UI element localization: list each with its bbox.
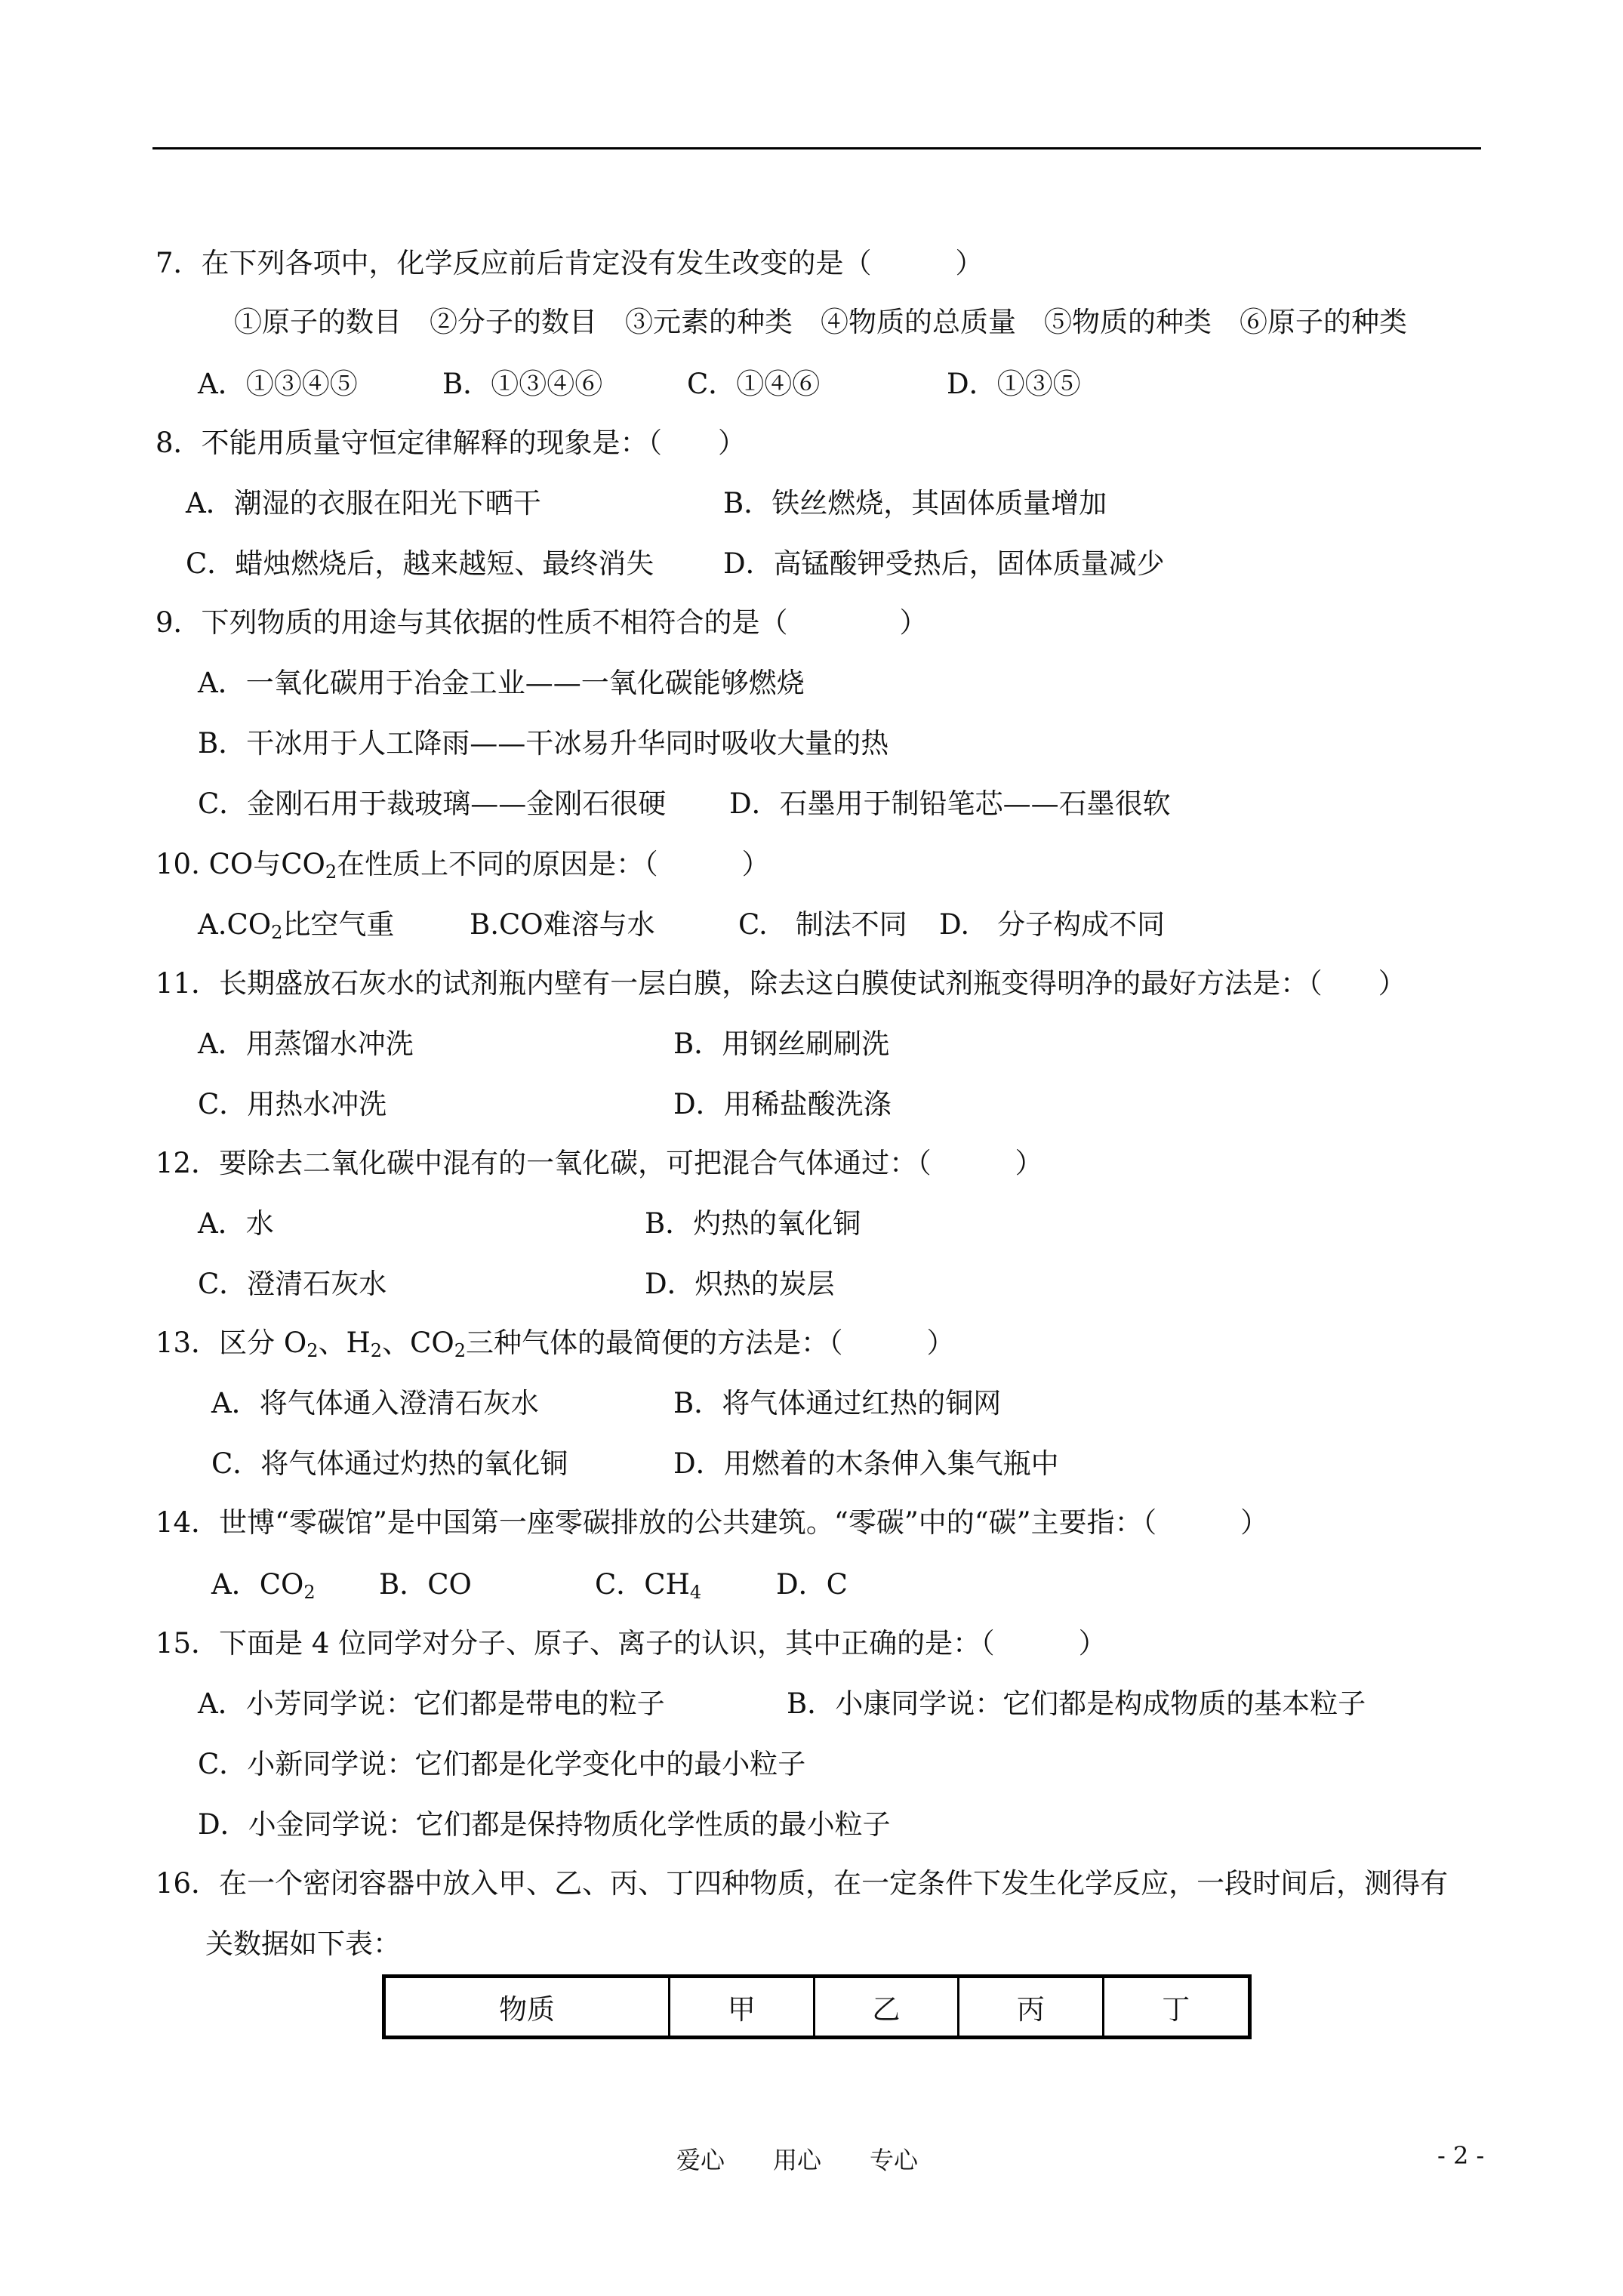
q7-option-a: A．①③④⑤ xyxy=(198,368,358,400)
q11-option-b: B．用钢丝刷刷洗 xyxy=(673,1028,890,1060)
q12-stem: 12．要除去二氧化碳中混有的一氧化碳，可把混合气体通过：（ ） xyxy=(156,1147,1043,1179)
q16-stem-cont: 关数据如下表： xyxy=(205,1928,401,1960)
q10-option-d: D. 分子构成不同 xyxy=(939,908,1166,941)
q11-stem: 11．长期盛放石灰水的试剂瓶内壁有一层白膜，除去这白膜使试剂瓶变得明净的最好方法是：（ ） xyxy=(156,967,1406,1000)
q11-option-a: A．用蒸馏水冲洗 xyxy=(198,1028,414,1060)
q11-option-c: C．用热水冲洗 xyxy=(198,1088,387,1120)
q14-option-b: B．CO xyxy=(379,1568,472,1601)
q14-option-d: D．C xyxy=(776,1568,848,1601)
page-number: - 2 - xyxy=(1437,2141,1485,2170)
q14-stem: 14．世博“零碳馆”是中国第一座零碳排放的公共建筑。“零碳”中的“碳”主要指：（ ） xyxy=(156,1506,1269,1539)
q13-option-a: A．将气体通入澄清石灰水 xyxy=(211,1387,539,1419)
q15-option-b: B．小康同学说：它们都是构成物质的基本粒子 xyxy=(787,1687,1366,1720)
q16-stem: 16．在一个密闭容器中放入甲、乙、丙、丁四种物质，在一定条件下发生化学反应，一段时间后，测得有 xyxy=(156,1867,1449,1900)
q7-option-c: C．①④⑥ xyxy=(687,368,821,400)
q10-option-b: B.CO难溶与水 xyxy=(470,908,655,941)
q12-option-a: A．水 xyxy=(198,1207,274,1240)
q9-option-a: A．一氧化碳用于冶金工业——一氧化碳能够燃烧 xyxy=(198,667,805,699)
q14-option-a: A．$CO_2$ xyxy=(211,1568,316,1603)
q15-stem: 15．下面是 4 位同学对分子、原子、离子的认识，其中正确的是：（ ） xyxy=(156,1627,1107,1660)
q10-option-a: $A.CO_2$比空气重 xyxy=(198,908,395,943)
q15-option-d: D．小金同学说：它们都是保持物质化学性质的最小粒子 xyxy=(198,1808,891,1841)
footer-text: 爱心 用心 专心 xyxy=(676,2146,919,2174)
table-header-cell: 物质 xyxy=(384,1977,670,2038)
q8-option-c: C．蜡烛燃烧后，越来越短、最终消失 xyxy=(186,547,654,580)
q9-option-d: D．石墨用于制铅笔芯——石墨很软 xyxy=(729,787,1171,820)
table-header-cell: 丙 xyxy=(959,1977,1103,2038)
q8-stem: 8．不能用质量守恒定律解释的现象是：（ ） xyxy=(156,427,747,459)
q8-option-b: B．铁丝燃烧，其固体质量增加 xyxy=(723,487,1107,519)
q12-option-c: C．澄清石灰水 xyxy=(198,1268,387,1300)
q16-data-table xyxy=(382,1974,1252,2039)
q14-option-c: C．$CH_4$ xyxy=(595,1568,702,1603)
table-header-cell: 乙 xyxy=(814,1977,958,2038)
q7-option-b: B．①③④⑥ xyxy=(442,368,603,400)
q7-stem: 7．在下列各项中，化学反应前后肯定没有发生改变的是（ ） xyxy=(156,247,984,279)
q7-option-d: D．①③⑤ xyxy=(947,368,1081,400)
q9-option-b: B．干冰用于人工降雨——干冰易升华同时吸收大量的热 xyxy=(198,727,889,760)
q8-option-d: D．高锰酸钾受热后，固体质量减少 xyxy=(723,547,1165,580)
header-rule xyxy=(152,147,1481,149)
q12-option-d: D．炽热的炭层 xyxy=(645,1268,835,1300)
q9-option-c: C．金刚石用于裁玻璃——金刚石很硬 xyxy=(198,787,667,820)
q10-option-c: C. 制法不同 xyxy=(738,908,907,941)
q10-stem: 10. CO与$CO_2$在性质上不同的原因是：（ ） xyxy=(156,848,770,883)
q8-option-a: A．潮湿的衣服在阳光下晒干 xyxy=(186,487,541,519)
q15-option-a: A．小芳同学说：它们都是带电的粒子 xyxy=(198,1687,665,1720)
q12-option-b: B．灼热的氧化铜 xyxy=(645,1207,861,1240)
q13-stem: 13．区分 $O_2$、$H_2$、$CO_2$三种气体的最简便的方法是：（ ） xyxy=(156,1327,955,1361)
table-header-cell: 甲 xyxy=(670,1977,814,2038)
q15-option-c: C．小新同学说：它们都是化学变化中的最小粒子 xyxy=(198,1748,806,1780)
q9-stem: 9．下列物质的用途与其依据的性质不相符合的是（ ） xyxy=(156,606,928,639)
q11-option-d: D．用稀盐酸洗涤 xyxy=(673,1088,892,1120)
table-header-cell: 丁 xyxy=(1103,1977,1249,2038)
q7-items: ①原子的数目 ②分子的数目 ③元素的种类 ④物质的总质量 ⑤物质的种类 ⑥原子的种类 xyxy=(234,306,1407,338)
q13-option-b: B．将气体通过红热的铜网 xyxy=(673,1387,1002,1419)
table-row xyxy=(384,1977,1250,2038)
q13-option-d: D．用燃着的木条伸入集气瓶中 xyxy=(673,1447,1059,1480)
q13-option-c: C．将气体通过灼热的氧化铜 xyxy=(211,1447,568,1480)
